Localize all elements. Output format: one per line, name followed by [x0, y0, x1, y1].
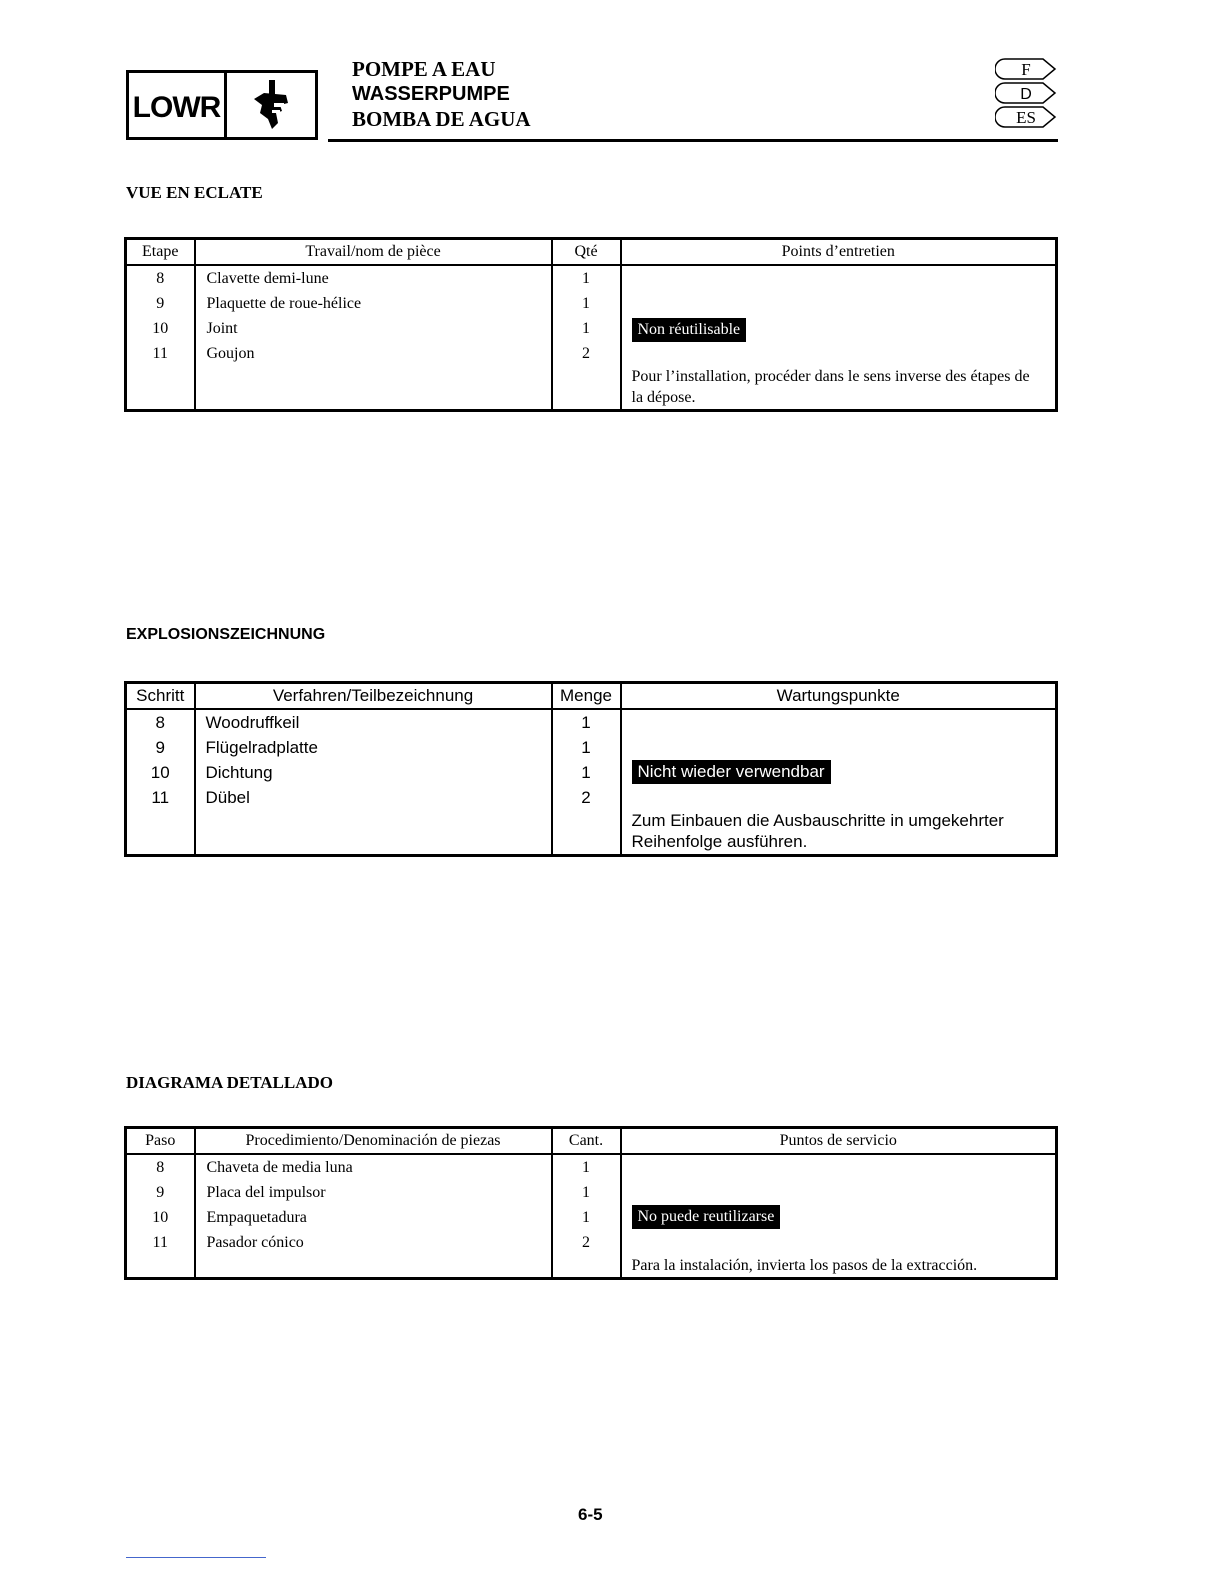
title-fr: POMPE A EAU [352, 57, 496, 81]
row-step: 8 [156, 270, 165, 287]
row-part-name: Placa del impulsor [206, 1184, 326, 1201]
header-points: Wartungspunkte [621, 683, 1057, 710]
row-step: 11 [152, 345, 168, 362]
parts-table-es [124, 1126, 1058, 1280]
row-part-name: Goujon [206, 345, 255, 362]
row-step: 9 [156, 295, 165, 312]
row-step: 10 [152, 1209, 169, 1226]
lang-badge-es-label: ES [1016, 108, 1036, 127]
parts-table-fr [124, 237, 1058, 412]
section-title-de: EXPLOSIONSZEICHNUNG [126, 626, 326, 643]
lang-badge-es [995, 106, 1057, 128]
row-qty: 1 [582, 270, 590, 287]
header-name: Procedimiento/Denominación de piezas [195, 1128, 552, 1155]
row-step: 11 [152, 1234, 168, 1251]
page-titles [352, 57, 531, 132]
row-step: 10 [152, 320, 169, 337]
logo-label: LOWR [129, 73, 227, 137]
header-points: Puntos de servicio [621, 1128, 1057, 1155]
parts-table-de [124, 681, 1058, 857]
row-part-name: Pasador cónico [206, 1234, 304, 1251]
row-qty: 1 [581, 713, 591, 732]
header-points: Points d’entretien [621, 239, 1057, 266]
header-name: Verfahren/Teilbezeichnung [195, 683, 552, 710]
installation-note: Pour l’installation, procéder dans le sens inverse des étapes de la dépose. [631, 368, 1030, 406]
installation-note: Zum Einbauen die Ausbauschritte in umgekehrter Reihenfolge ausführen. [631, 811, 1004, 851]
row-qty: 1 [582, 1209, 590, 1226]
not-reusable-badge: Nicht wieder verwendbar [632, 760, 831, 784]
row-step: 8 [155, 713, 165, 732]
row-step: 10 [150, 763, 170, 782]
header-step: Schritt [126, 683, 195, 710]
header-step: Paso [126, 1128, 195, 1155]
installation-note: Para la instalación, invierta los pasos de la extracción. [631, 1257, 978, 1274]
lang-badge-f [995, 58, 1057, 80]
row-part-name: Plaquette de roue-hélice [206, 295, 362, 312]
lang-badge-d-label: D [1020, 86, 1032, 103]
row-step: 9 [155, 738, 165, 757]
row-part-name: Empaquetadura [206, 1209, 307, 1226]
title-de: WASSERPUMPE [352, 83, 510, 105]
row-qty: 1 [582, 1159, 590, 1176]
row-qty: 1 [582, 1184, 590, 1201]
section-title-fr: VUE EN ECLATE [126, 183, 263, 202]
row-step: 9 [156, 1184, 165, 1201]
row-qty: 1 [582, 320, 590, 337]
row-qty: 1 [581, 738, 591, 757]
header-rule [328, 139, 1058, 142]
header-qty: Menge [552, 683, 621, 710]
row-part-name: Clavette demi-lune [206, 270, 329, 287]
not-reusable-badge: Non réutilisable [632, 318, 747, 342]
header-step: Etape [126, 239, 195, 266]
row-part-name: Chaveta de media luna [206, 1159, 353, 1176]
title-es: BOMBA DE AGUA [352, 107, 531, 131]
row-step: 8 [156, 1159, 165, 1176]
row-qty: 2 [582, 1234, 590, 1251]
not-reusable-badge: No puede reutilizarse [632, 1205, 781, 1229]
footer-rule [126, 1557, 266, 1558]
row-qty: 1 [581, 763, 591, 782]
section-title-es: DIAGRAMA DETALLADO [126, 1073, 334, 1092]
page-number: 6-5 [578, 1505, 603, 1524]
header-qty: Cant. [552, 1128, 621, 1155]
row-part-name: Flügelradplatte [205, 738, 318, 757]
row-qty: 1 [582, 295, 590, 312]
row-qty: 2 [581, 788, 591, 807]
header-qty: Qté [552, 239, 621, 266]
header-name: Travail/nom de pièce [195, 239, 552, 266]
lowr-logo [126, 70, 318, 140]
lang-badge-f-label: F [1021, 60, 1031, 79]
outboard-motor-icon [227, 73, 315, 137]
row-part-name: Woodruffkeil [205, 713, 300, 732]
lang-badge-d [995, 82, 1057, 104]
row-part-name: Dübel [205, 788, 250, 807]
row-part-name: Dichtung [205, 763, 273, 782]
row-part-name: Joint [206, 320, 238, 337]
row-step: 11 [151, 788, 170, 807]
row-qty: 2 [582, 345, 590, 362]
